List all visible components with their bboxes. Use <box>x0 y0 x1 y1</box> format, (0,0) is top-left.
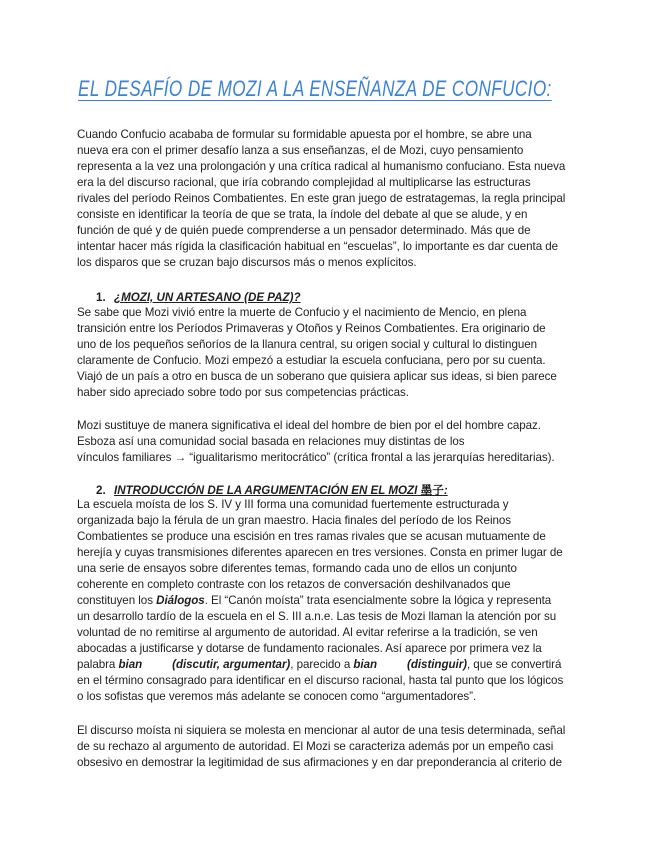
text-line: voluntad de no remitirse al argumento de autoridad. Al evitar referirse a la tradición, se ven <box>77 626 538 639</box>
text-line: organizada bajo la férula de un gran maestro. Hacia finales del período de los Reinos <box>77 514 512 527</box>
section-1-paragraph-2 <box>77 418 577 466</box>
text-line: La escuela moísta de los S. IV y III forma una comunidad fuertemente estructurada y <box>77 498 509 511</box>
text-line: de su rechazo al argumento de autoridad. El Mozi se caracteriza además por un empeño casi <box>77 740 554 753</box>
emphasis-dialogos: Diálogos <box>156 594 205 607</box>
text-line: claramente de Confucio. Mozi empezó a estudiar la escuela confuciana, pero por su cuenta. <box>77 354 546 367</box>
emphasis-discutir: (discutir, argumentar) <box>172 658 291 671</box>
section-2-paragraph-1 <box>77 497 577 705</box>
text-line: Cuando Confucio acababa de formular su formidable apuesta por el hombre, se abre una <box>77 128 532 141</box>
text-line: representa a la vez una prolongación y una crítica radical al humanismo confuciano. Esta nueva <box>77 160 566 173</box>
text-line: uno de los pequeños señoríos de la llanura central, su origen social y cultural lo distinguen <box>77 338 538 351</box>
text-line <box>77 657 577 673</box>
section-number: 1. <box>96 291 106 304</box>
text-line: herejía y cuyas transmisiones diferentes aparecen en tres versiones. Consta en primer lugar de <box>77 546 563 559</box>
emphasis-bian: bian <box>118 658 143 671</box>
text-line: una serie de ensayos sobre diferentes temas, formando cada uno de ellos un conjunto <box>77 562 517 575</box>
section-1-paragraph-1 <box>77 305 577 401</box>
text-line <box>77 593 577 609</box>
text-line: Viajó de un país a otro en busca de un soberano que quisiera aplicar sus ideas, si bien parece <box>77 370 557 383</box>
emphasis-distinguir: (distinguir) <box>407 658 467 671</box>
section-2-heading <box>96 482 448 498</box>
text-line: función de qué y de quién puede comprenderse a un pensador determinado. Más que de <box>77 224 531 237</box>
text-line: los disparos que se cruzan bajo discursos más o menos explícitos. <box>77 256 417 269</box>
text-line: en el término consagrado para identificar en el discurso racional, hasta tal punto que los lógicos <box>77 674 564 687</box>
text-run: , que se convertirá <box>466 658 562 671</box>
text-line: transición entre los Períodos Primaveras y Otoños y Reinos Combatientes. Era originario de <box>77 322 546 335</box>
text-line: coherente en completo contraste con los retazos de conversación deshilvanados que <box>77 578 511 591</box>
document-title: EL DESAFÍO DE MOZI A LA ENSEÑANZA DE CONFUCIO: <box>78 76 552 101</box>
text-run: palabra <box>77 658 119 671</box>
intro-paragraph <box>77 127 577 271</box>
text-line: Esboza así una comunidad social basada en relaciones muy distintas de los <box>77 435 465 448</box>
text-line: Se sabe que Mozi vivió entre la muerte de Confucio y el nacimiento de Mencio, en plena <box>77 306 527 319</box>
text-run: , parecido a <box>290 658 354 671</box>
text-line: vínculos familiares → “igualitarismo meritocrático” (crítica frontal a las jerarquías hereditarias). <box>77 451 555 464</box>
section-title-colon: : <box>443 484 448 497</box>
text-run: constituyen los <box>77 594 157 607</box>
emphasis-bian-2: bian <box>353 658 378 671</box>
text-line: obsesivo en demostrar la legitimidad de sus afirmaciones y en dar preponderancia al criterio de <box>77 756 563 769</box>
section-title: INTRODUCCIÓN DE LA ARGUMENTACIÓN EN EL MOZI <box>114 484 418 497</box>
section-1-heading <box>96 291 301 304</box>
section-2-paragraph-2 <box>77 723 577 771</box>
text-line: intentar hacer más rígida la clasificación habitual en “escuelas”, lo importante es dar cuenta de <box>77 240 559 253</box>
text-line: haber sido apreciado sobre todo por sus competencias prácticas. <box>77 386 409 399</box>
text-line: era la del discurso racional, que iría cobrando complejidad al multiplicarse las estructuras <box>77 176 531 189</box>
text-line: un desarrollo tardío de la escuela en el S. III a.n.e. Las tesis de Mozi llaman la atención por su <box>77 610 557 623</box>
text-line: nueva era con el primer desafío lanza a sus enseñanzas, el de Mozi, cuyo pensamiento <box>77 144 524 157</box>
text-run: . El “Canón moísta” trata esencialmente sobre la lógica y representa <box>204 594 552 607</box>
section-number: 2. <box>96 484 106 497</box>
text-line: Combatientes se produce una escisión en tres ramas rivales que se acusan mutuamente de <box>77 530 546 543</box>
text-line: El discurso moísta ni siquiera se molesta en mencionar al autor de una tesis determinada, señal <box>77 724 566 737</box>
text-line: rivales del período Reinos Combatientes. En este gran juego de estratagemas, la regla principal <box>77 192 566 205</box>
text-line: consiste en identificar la teoría de que se trata, la índole del debate al que se alude, y en <box>77 208 528 221</box>
text-line: Mozi sustituye de manera significativa el ideal del hombre de bien por el del hombre capaz. <box>77 419 541 432</box>
text-line: o los sofistas que veremos más adelante se conocen como “argumentadores”. <box>77 690 477 703</box>
section-title-cjk: 墨子 <box>420 483 444 497</box>
text-line: abocadas a justificarse y dotarse de fundamento racionales. Así aparece por primera vez la <box>77 642 542 655</box>
section-title: ¿MOZI, UN ARTESANO (DE PAZ)? <box>114 291 301 304</box>
